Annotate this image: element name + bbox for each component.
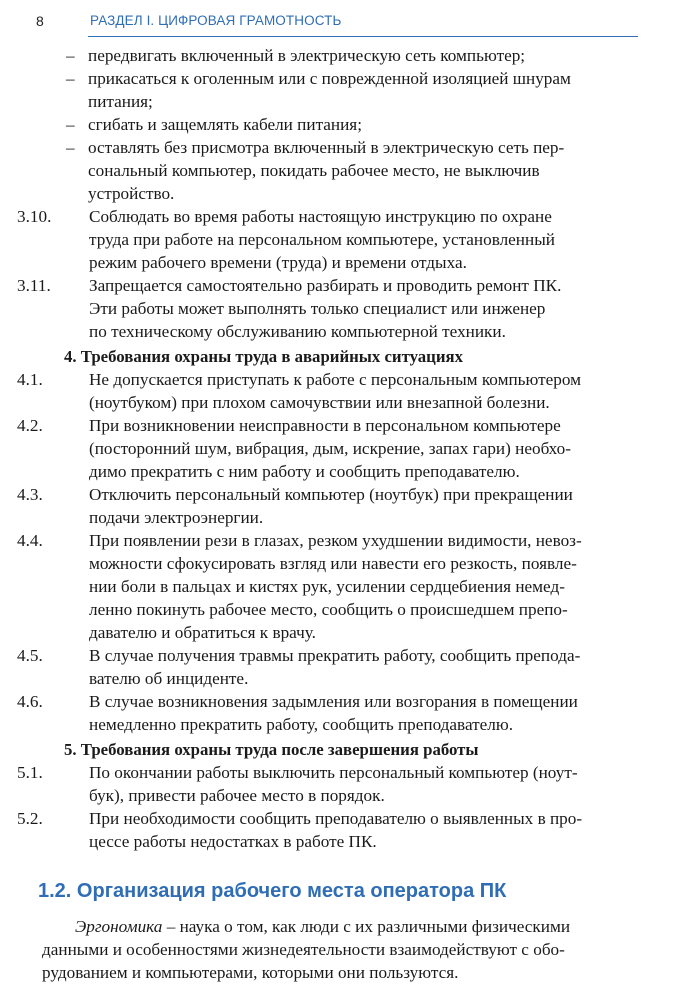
item-number: 3.11. xyxy=(17,276,51,295)
bullet-text-line: прикасаться к оголенным или с поврежденной изоляцией шнурам xyxy=(88,69,571,88)
item-text-line: Эти работы может выполнять только специалист или инженер xyxy=(89,299,546,318)
paragraph-line: рудованием и компьютерами, которыми они пользуются. xyxy=(42,963,459,982)
item-text-line: При возникновении неисправности в персональном компьютере xyxy=(89,416,561,435)
item-text-line: В случае получения травмы прекратить работу, сообщить препода- xyxy=(89,646,581,665)
item-number: 4.5. xyxy=(17,646,43,665)
item-text-line: нии боли в пальцах и кистях рук, усилении сердцебиения немед- xyxy=(89,577,565,596)
bullet-dash: – xyxy=(66,138,75,157)
bullet-text-line: сгибать и защемлять кабели питания; xyxy=(88,115,362,134)
paragraph-text: – наука о том, как люди с их различными физическими xyxy=(162,917,571,936)
term-ergonomics: Эргономика xyxy=(75,917,163,936)
item-number: 4.1. xyxy=(17,370,43,389)
item-text-line: (ноутбуком) при плохом самочувствии или внезапной болезни. xyxy=(89,393,550,412)
item-text-line: димо прекратить с ним работу и сообщить преподавателю. xyxy=(89,462,520,481)
header-divider xyxy=(88,36,638,37)
item-text-line: При появлении рези в глазах, резком ухудшении видимости, невоз- xyxy=(89,531,582,550)
item-number: 3.10. xyxy=(17,207,52,226)
bullet-text-line: сональный компьютер, покидать рабочее место, не выключив xyxy=(88,161,540,180)
item-text-line: можности сфокусировать взгляд или навести его резкость, появле- xyxy=(89,554,577,573)
running-section-label: РАЗДЕЛ I. ЦИФРОВАЯ ГРАМОТНОСТЬ xyxy=(90,13,342,28)
paragraph-line xyxy=(75,917,570,937)
item-number: 4.2. xyxy=(17,416,43,435)
subsection-title: 1.2. Организация рабочего места оператора ПК xyxy=(38,880,507,902)
item-text-line: Запрещается самостоятельно разбирать и проводить ремонт ПК. xyxy=(89,276,562,295)
item-text-line: Соблюдать во время работы настоящую инструкцию по охране xyxy=(89,207,552,226)
item-number: 5.2. xyxy=(17,809,43,828)
item-text-line: вателю об инциденте. xyxy=(89,669,249,688)
section-heading-4: 4. Требования охраны труда в аварийных ситуациях xyxy=(64,347,463,366)
item-text-line: режим рабочего времени (труда) и времени отдыха. xyxy=(89,253,467,272)
item-text-line: ленно покинуть рабочее место, сообщить о происшедшем препо- xyxy=(89,600,568,619)
item-text-line: труда при работе на персональном компьютере, установленный xyxy=(89,230,555,249)
item-text-line: Отключить персональный компьютер (ноутбук) при прекращении xyxy=(89,485,573,504)
item-text-line: немедленно прекратить работу, сообщить преподавателю. xyxy=(89,715,513,734)
item-number: 5.1. xyxy=(17,763,43,782)
item-text-line: По окончании работы выключить персональный компьютер (ноут- xyxy=(89,763,578,782)
bullet-text-line: оставлять без присмотра включенный в электрическую сеть пер- xyxy=(88,138,565,157)
item-text-line: бук), привести рабочее место в порядок. xyxy=(89,786,385,805)
item-text-line: При необходимости сообщить преподавателю о выявленных в про- xyxy=(89,809,583,828)
item-number: 4.3. xyxy=(17,485,43,504)
item-text-line: Не допускается приступать к работе с персональным компьютером xyxy=(89,370,581,389)
item-text-line: В случае возникновения задымления или возгорания в помещении xyxy=(89,692,578,711)
paragraph-line: данными и особенностями жизнедеятельности взаимодействуют с обо- xyxy=(42,940,565,959)
item-text-line: по техническому обслуживанию компьютерной техники. xyxy=(89,322,506,341)
item-number: 4.6. xyxy=(17,692,43,711)
item-number: 4.4. xyxy=(17,531,43,550)
item-text-line: цессе работы недостатках в работе ПК. xyxy=(89,832,377,851)
item-text-line: давателю и обратиться к врачу. xyxy=(89,623,316,642)
page-header xyxy=(0,0,673,40)
bullet-text-line: передвигать включенный в электрическую сеть компьютер; xyxy=(88,46,526,65)
item-text-line: подачи электроэнергии. xyxy=(89,508,264,527)
item-text-line: (посторонний шум, вибрация, дым, искрение, запах гари) необхо- xyxy=(89,439,571,458)
section-heading-5: 5. Требования охраны труда после завершения работы xyxy=(64,740,479,759)
bullet-text-line: питания; xyxy=(88,92,153,111)
page-number: 8 xyxy=(36,13,44,29)
bullet-text-line: устройство. xyxy=(88,184,175,203)
bullet-dash: – xyxy=(66,69,75,88)
bullet-dash: – xyxy=(66,115,75,134)
bullet-dash: – xyxy=(66,46,75,65)
